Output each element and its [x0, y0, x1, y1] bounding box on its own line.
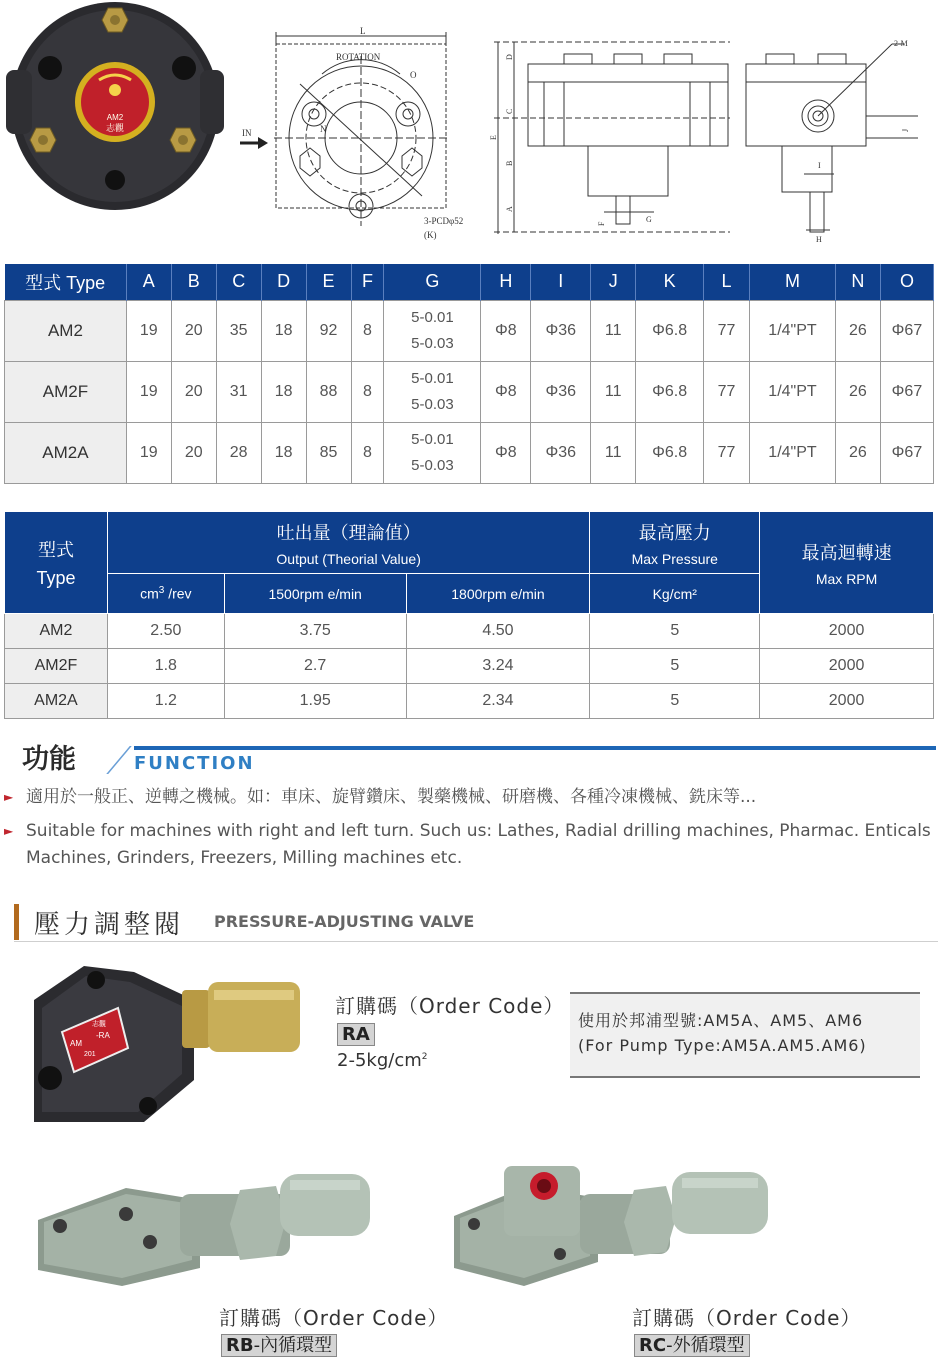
label-in: IN — [242, 128, 252, 138]
header-h: H — [481, 264, 531, 300]
cell-f: 8 — [351, 300, 384, 361]
ra-range-sup: 2 — [421, 1052, 428, 1062]
header-type-zh: 型式 — [37, 540, 74, 560]
cell-rpm: 2000 — [760, 649, 934, 684]
function-bullet-zh — [4, 784, 926, 811]
label-n: N — [320, 124, 327, 134]
header-b: B — [171, 264, 216, 300]
cell-c: 35 — [216, 300, 261, 361]
cell-k: Φ6.8 — [636, 422, 704, 483]
cell-a: 19 — [126, 422, 171, 483]
label-g: G — [646, 215, 652, 224]
header-k: K — [636, 264, 704, 300]
cell-o: Φ67 — [880, 422, 933, 483]
label-a: A — [505, 206, 514, 212]
table-row — [5, 684, 934, 719]
cell-1500: 3.75 — [224, 614, 406, 649]
header-pressure-en: Max Pressure — [631, 550, 718, 567]
cell-1800: 4.50 — [406, 614, 590, 649]
label-f: F — [597, 221, 606, 226]
label-k: (K) — [424, 230, 437, 240]
rb-code-tag — [221, 1334, 337, 1357]
cell-e: 85 — [306, 422, 351, 483]
cell-1800: 3.24 — [406, 649, 590, 684]
cell-n: 26 — [835, 422, 880, 483]
rc-code-tag — [634, 1334, 750, 1357]
side-view-drawing — [489, 36, 734, 246]
rb-valve-photo — [30, 1160, 380, 1290]
cell-l: 77 — [704, 422, 750, 483]
header-i: I — [531, 264, 591, 300]
cell-cm3: 1.2 — [107, 684, 224, 719]
function-title-en: FUNCTION — [134, 753, 255, 774]
table-row — [5, 614, 934, 649]
cell-1500: 1.95 — [224, 684, 406, 719]
cell-g-lower: 5-0.03 — [411, 334, 454, 352]
cell-1500: 2.7 — [224, 649, 406, 684]
valve-title-zh: 壓力調整閥 — [34, 910, 185, 940]
cell-f: 8 — [351, 422, 384, 483]
cell-type: AM2A — [5, 684, 108, 719]
cell-g-upper: 5-0.01 — [411, 308, 454, 326]
cell-d: 18 — [261, 300, 306, 361]
label-o: O — [410, 70, 417, 80]
function-text-zh: 適用於一般正、逆轉之機械。如：車床、旋臂鑽床、製藥機械、研磨機、各種冷凍機械、銑床等... — [26, 787, 757, 807]
cell-kg: 5 — [590, 614, 760, 649]
cell-f: 8 — [351, 361, 384, 422]
usage-box — [570, 992, 920, 1078]
cell-type: AM2 — [5, 300, 127, 361]
cell-m: 1/4"PT — [750, 361, 836, 422]
cell-e: 92 — [306, 300, 351, 361]
header-output-en: Output (Theorial Value) — [276, 550, 421, 567]
rc-valve-photo — [448, 1158, 778, 1290]
header-1500: 1500rpm e/min — [224, 574, 406, 614]
table-row — [5, 649, 934, 684]
performance-header-row — [5, 512, 934, 574]
cell-g-upper: 5-0.01 — [411, 430, 454, 448]
rc-code-desc: -外循環型 — [666, 1335, 745, 1356]
cell-h: Φ8 — [481, 422, 531, 483]
cell-j: 11 — [591, 300, 636, 361]
header-rpm-zh: 最高迴轉速 — [801, 542, 892, 563]
table-row — [5, 361, 934, 422]
cell-n: 26 — [835, 300, 880, 361]
header-kg: Kg/cm² — [590, 574, 760, 614]
header-g: G — [384, 264, 481, 300]
header-1800: 1800rpm e/min — [406, 574, 590, 614]
cell-cm3: 1.8 — [107, 649, 224, 684]
cell-b: 20 — [171, 422, 216, 483]
cell-cm3: 2.50 — [107, 614, 224, 649]
cell-h: Φ8 — [481, 361, 531, 422]
cell-l: 77 — [704, 361, 750, 422]
function-text-en-2: Machines, Grinders, Freezers, Milling machines etc. — [26, 848, 463, 868]
ra-range-text: 2-5kg/cm — [337, 1050, 422, 1071]
header-cm3 — [107, 574, 224, 614]
table-row — [5, 422, 934, 483]
cell-l: 77 — [704, 300, 750, 361]
header-m: M — [750, 264, 836, 300]
cell-o: Φ67 — [880, 361, 933, 422]
header-c: C — [216, 264, 261, 300]
table-row — [5, 300, 934, 361]
rb-order-code-label: 訂購碼（Order Code） — [219, 1306, 449, 1330]
header-output-zh: 吐出量（理論值） — [276, 522, 421, 543]
cell-g — [384, 422, 481, 483]
cell-j: 11 — [591, 361, 636, 422]
rb-code: RB — [226, 1335, 254, 1356]
header-type: 型式 Type — [5, 264, 127, 300]
rb-code-desc: -內循環型 — [253, 1335, 333, 1356]
bullet-arrow-icon: ► — [4, 824, 14, 838]
cell-h: Φ8 — [481, 300, 531, 361]
header-type — [5, 512, 108, 614]
cell-rpm: 2000 — [760, 684, 934, 719]
rc-order-code-label: 訂購碼（Order Code） — [632, 1306, 862, 1330]
cell-o: Φ67 — [880, 300, 933, 361]
header-cm3-rest: /rev — [164, 585, 192, 602]
label-l: L — [360, 26, 366, 36]
valve-heading — [14, 902, 938, 942]
header-type-en: Type — [36, 568, 76, 588]
cell-n: 26 — [835, 361, 880, 422]
cell-type: AM2F — [5, 649, 108, 684]
label-pcd: 3-PCDφ52 — [424, 216, 464, 226]
valve-title-en: PRESSURE-ADJUSTING VALVE — [214, 912, 475, 931]
cell-g — [384, 300, 481, 361]
cell-b: 20 — [171, 300, 216, 361]
cell-d: 18 — [261, 361, 306, 422]
cell-d: 18 — [261, 422, 306, 483]
usage-zh: 使用於邦浦型號:AM5A、AM5、AM6 — [578, 1011, 864, 1030]
header-e: E — [306, 264, 351, 300]
cell-type: AM2A — [5, 422, 127, 483]
cell-type: AM2 — [5, 614, 108, 649]
label-rotation: ROTATION — [336, 52, 381, 62]
header-pressure — [590, 512, 760, 574]
ra-badge-text-4: 志觀 — [92, 1020, 106, 1028]
function-title-zh: 功能 — [22, 744, 76, 775]
cell-type: AM2F — [5, 361, 127, 422]
cell-1800: 2.34 — [406, 684, 590, 719]
cell-kg: 5 — [590, 684, 760, 719]
header-j: J — [591, 264, 636, 300]
label-b: B — [505, 160, 514, 166]
header-d: D — [261, 264, 306, 300]
cell-g-lower: 5-0.03 — [411, 456, 454, 474]
ra-code-tag: RA — [337, 1023, 375, 1046]
badge-model: AM2 — [106, 113, 124, 122]
cell-g-lower: 5-0.03 — [411, 395, 454, 413]
header-pressure-zh: 最高壓力 — [638, 522, 711, 543]
function-text-en-1: Suitable for machines with right and left turn. Such us: Lathes, Radial drilling machines, Pharmac. Enticals — [26, 821, 931, 841]
function-heading — [22, 737, 936, 777]
header-output — [107, 512, 589, 574]
performance-table — [4, 511, 934, 719]
bullet-arrow-icon: ► — [4, 790, 14, 804]
pump-photo — [4, 0, 226, 212]
function-bullet-en — [4, 818, 931, 872]
cell-kg: 5 — [590, 649, 760, 684]
drawings-row — [0, 0, 938, 258]
cell-a: 19 — [126, 361, 171, 422]
header-cm3-base: cm — [140, 585, 159, 602]
ra-badge-text-2: -RA — [96, 1031, 110, 1040]
header-rpm-en: Max RPM — [815, 570, 878, 587]
header-f: F — [351, 264, 384, 300]
usage-en: (For Pump Type:AM5A.AM5.AM6) — [578, 1036, 867, 1055]
front-view-drawing — [234, 26, 490, 248]
ra-badge-text-1: AM — [70, 1039, 82, 1048]
ra-badge-text-3: 201 — [84, 1051, 96, 1058]
function-rule — [134, 746, 936, 750]
valve-heading-bar — [14, 904, 19, 940]
ra-order-code-label: 訂購碼（Order Code） — [335, 994, 565, 1018]
cell-c: 28 — [216, 422, 261, 483]
cell-b: 20 — [171, 361, 216, 422]
label-e: E — [489, 135, 498, 140]
cell-c: 31 — [216, 361, 261, 422]
header-a: A — [126, 264, 171, 300]
header-rpm — [760, 512, 934, 614]
cell-g — [384, 361, 481, 422]
ra-valve-photo — [14, 960, 310, 1132]
header-l: L — [704, 264, 750, 300]
rc-code: RC — [639, 1335, 667, 1356]
label-c: C — [505, 108, 514, 114]
cell-g-upper: 5-0.01 — [411, 369, 454, 387]
dimension-table — [4, 264, 934, 484]
cell-a: 19 — [126, 300, 171, 361]
cell-i: Φ36 — [531, 300, 591, 361]
dimension-header-row — [5, 264, 934, 300]
label-2m: 2-M — [894, 39, 908, 48]
cell-m: 1/4"PT — [750, 422, 836, 483]
label-j: J — [901, 128, 910, 132]
badge-brand: 志觀 — [105, 124, 125, 134]
cell-k: Φ6.8 — [636, 361, 704, 422]
cell-m: 1/4"PT — [750, 300, 836, 361]
cell-j: 11 — [591, 422, 636, 483]
cell-i: Φ36 — [531, 361, 591, 422]
cell-rpm: 2000 — [760, 614, 934, 649]
end-view-drawing — [742, 34, 918, 246]
header-o: O — [880, 264, 933, 300]
label-h: H — [816, 235, 822, 244]
label-i: I — [818, 161, 821, 170]
cell-i: Φ36 — [531, 422, 591, 483]
header-cm3-sup: 3 — [158, 585, 165, 597]
cell-e: 88 — [306, 361, 351, 422]
header-n: N — [835, 264, 880, 300]
cell-k: Φ6.8 — [636, 300, 704, 361]
ra-pressure-range — [337, 1050, 427, 1071]
label-d: D — [505, 54, 514, 60]
